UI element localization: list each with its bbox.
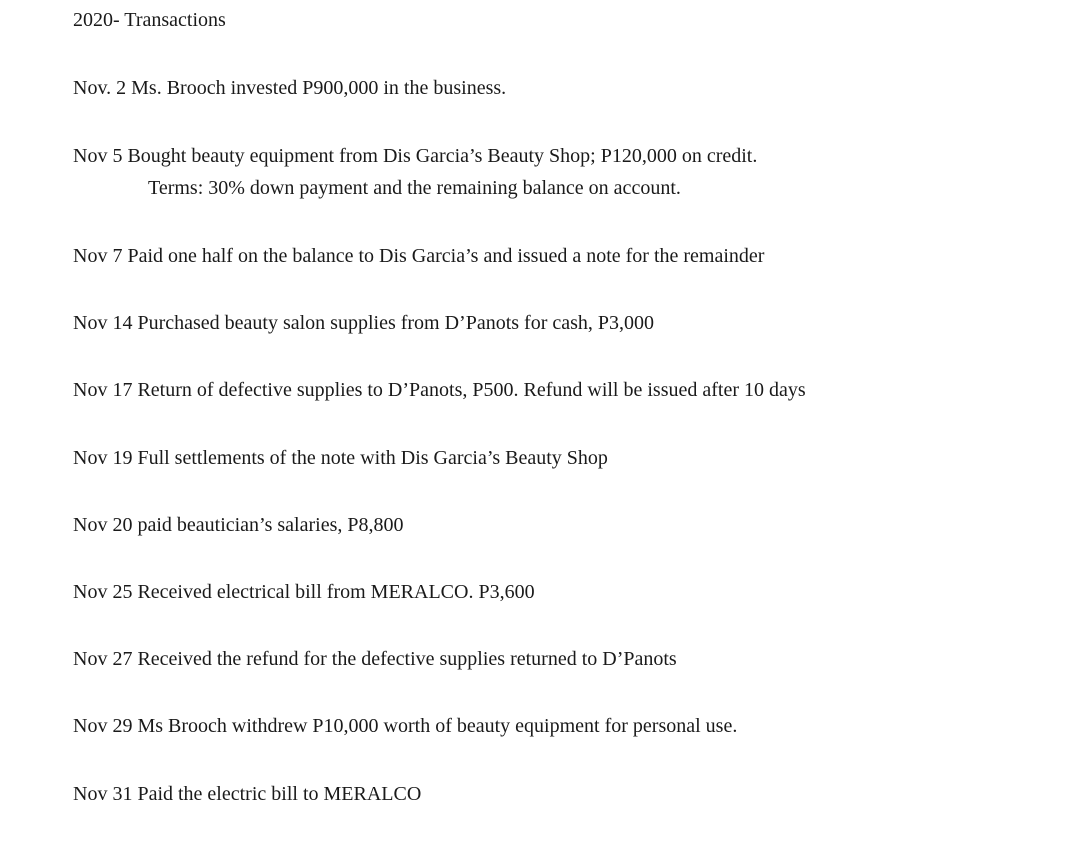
transaction-entry bbox=[73, 72, 506, 104]
transaction-entry bbox=[73, 374, 806, 406]
transaction-entry bbox=[73, 576, 535, 608]
transaction-entry bbox=[73, 778, 421, 810]
transaction-text: Nov. 2 Ms. Brooch invested P900,000 in the business. bbox=[73, 77, 507, 99]
document-title: 2020- Transactions bbox=[73, 9, 226, 31]
transaction-entry bbox=[73, 509, 404, 541]
transaction-text: Nov 27 Received the refund for the defective supplies returned to D’Panots bbox=[73, 648, 677, 670]
transaction-entry bbox=[73, 140, 757, 204]
transaction-entry bbox=[73, 643, 677, 675]
transaction-entry bbox=[73, 240, 764, 272]
transaction-subtext: Terms: 30% down payment and the remaining balance on account. bbox=[148, 177, 681, 199]
transaction-text: Nov 20 paid beautician’s salaries, P8,800 bbox=[73, 514, 404, 536]
transaction-text: Nov 14 Purchased beauty salon supplies from D’Panots for cash, P3,000 bbox=[73, 312, 655, 334]
transaction-text: Nov 17 Return of defective supplies to D’Panots, P500. Refund will be issued after 10 days bbox=[73, 379, 806, 401]
transaction-entry bbox=[73, 710, 737, 742]
transaction-text: Nov 5 Bought beauty equipment from Dis Garcia’s Beauty Shop; P120,000 on credit. bbox=[73, 145, 758, 167]
transaction-text: Nov 29 Ms Brooch withdrew P10,000 worth of beauty equipment for personal use. bbox=[73, 715, 738, 737]
transaction-text: Nov 7 Paid one half on the balance to Dis Garcia’s and issued a note for the remainder bbox=[73, 245, 765, 267]
transaction-entry bbox=[73, 307, 654, 339]
transaction-text: Nov 25 Received electrical bill from MERALCO. P3,600 bbox=[73, 581, 535, 603]
transaction-text: Nov 19 Full settlements of the note with Dis Garcia’s Beauty Shop bbox=[73, 447, 608, 469]
transaction-entry bbox=[73, 442, 608, 474]
transaction-text: Nov 31 Paid the electric bill to MERALCO bbox=[73, 783, 422, 805]
